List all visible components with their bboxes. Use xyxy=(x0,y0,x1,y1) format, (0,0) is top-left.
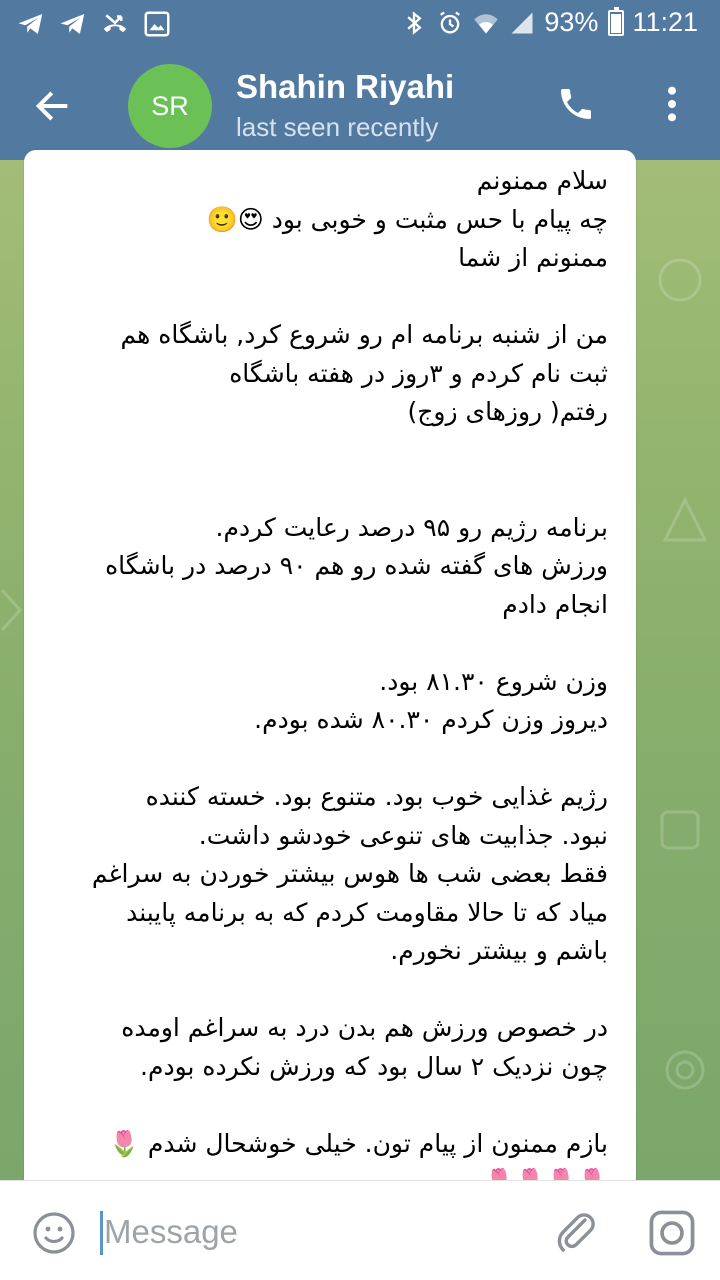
battery-percent: 93% xyxy=(544,7,599,37)
message-input[interactable] xyxy=(104,1207,524,1257)
message-text: سلام ممنونم چه پیام با حس مثبت و خوبی بود 😍🙂 ممنونم از شما من از شنبه برنامه ام رو شروع کرد, باشگاه هم ثبت نام کردم و ۳روز در هفته باشگاه رفتم( روزهای زوج) برنامه رژیم رو ۹۵ درصد رعایت کردم. ورزش های گفته شده رو هم ۹۰ درصد در باشگاه انجام دادم وزن شروع ۸۱.۳۰ بود. دیروز وزن کردم ۸۰.۳۰ شده بودم. رژیم غذایی خوب بود. متنوع بود. خسته کننده نبود. جذابیت های تنوعی خودشو داشت. فقط بعضی شب ها هوس بیشتر خوردن به سراغم میاد که تا حالا مقاومت کردم که به برنامه پایبند باشم و بیشتر نخورم. در خصوص ورزش هم بدن درد به سراغم اومده چون نزدیک ۲ سال بود که ورزش نکرده بودم. بازم ممنون از پیام تون. خیلی خوشحال شدم 🌷 xyxy=(91,166,608,1158)
message-composer xyxy=(0,1180,720,1280)
more-vertical-icon xyxy=(662,84,682,124)
bluetooth-icon xyxy=(400,9,428,37)
status-bar xyxy=(0,0,720,50)
battery-icon xyxy=(608,10,624,36)
alarm-icon xyxy=(436,9,464,37)
wallpaper-doodle xyxy=(650,250,710,310)
chat-area[interactable] xyxy=(0,160,720,1180)
wallpaper-doodle xyxy=(655,1040,715,1100)
wifi-icon xyxy=(472,9,500,37)
phone-icon xyxy=(556,84,596,124)
wallpaper-doodle xyxy=(650,800,710,860)
wallpaper-doodle xyxy=(0,580,22,640)
chat-header xyxy=(0,50,720,160)
missed-call-icon xyxy=(100,9,130,39)
attach-button[interactable] xyxy=(552,1207,600,1257)
system-status xyxy=(400,7,698,38)
avatar[interactable]: SR xyxy=(128,64,212,148)
wallpaper-doodle xyxy=(655,490,715,550)
smiley-icon xyxy=(30,1209,78,1257)
telegram-notification-icon xyxy=(58,9,88,39)
contact-name[interactable]: Shahin Riyahi xyxy=(236,68,455,105)
arrow-left-icon xyxy=(32,86,72,126)
signal-icon xyxy=(508,9,536,37)
more-options-button[interactable] xyxy=(652,80,692,128)
telegram-notification-icon xyxy=(16,9,46,39)
back-button[interactable] xyxy=(24,78,80,134)
clock: 11:21 xyxy=(632,7,698,37)
notification-icons xyxy=(16,9,172,39)
camera-icon xyxy=(646,1207,698,1259)
image-notification-icon xyxy=(142,9,172,39)
emoji-button[interactable] xyxy=(30,1209,78,1257)
camera-button[interactable] xyxy=(646,1207,698,1259)
text-caret xyxy=(100,1211,103,1255)
paperclip-icon xyxy=(552,1207,600,1257)
message-bubble[interactable] xyxy=(24,150,636,1190)
call-button[interactable] xyxy=(552,80,600,128)
contact-status: last seen recently xyxy=(236,112,439,142)
